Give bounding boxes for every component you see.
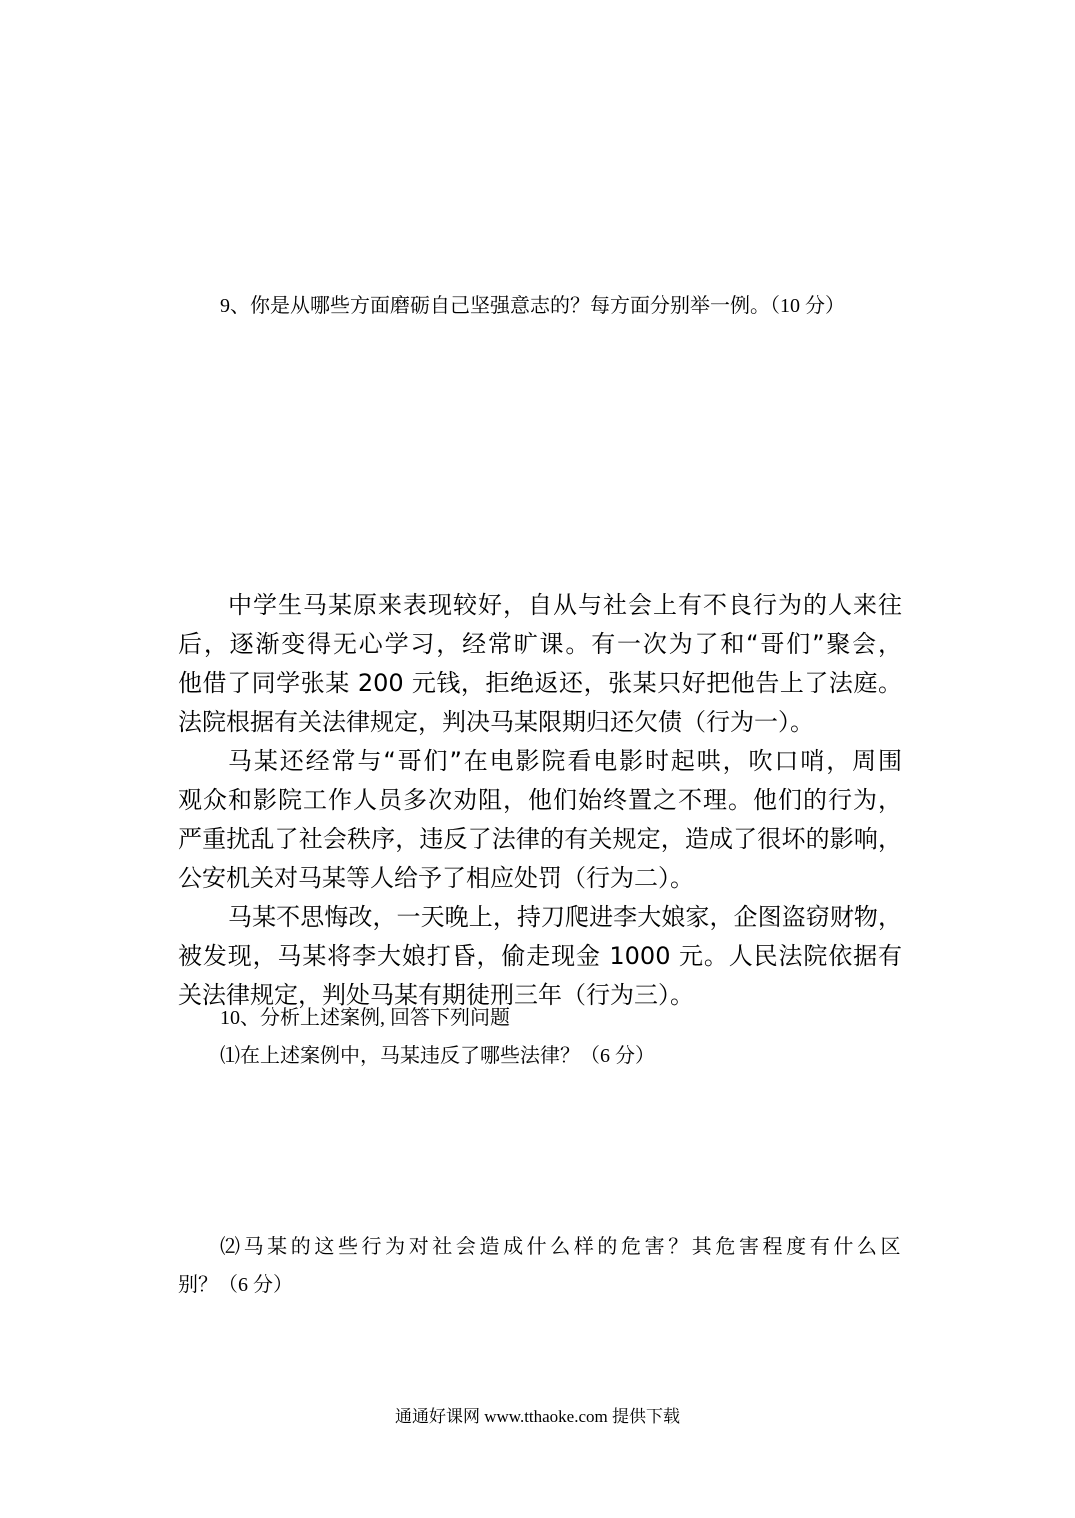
question-9: 9、你是从哪些方面磨砺自己坚强意志的？每方面分别举一例。（10 分） [220, 295, 845, 317]
case-line: 他借了同学张某 200 元钱，拒绝返还，张某只好把他告上了法庭。 [178, 669, 902, 697]
case-line: 中学生马某原来表现较好，自从与社会上有不良行为的人来往 [228, 591, 902, 619]
question-10-stem: 10、分析上述案例, 回答下列问题 [220, 1007, 510, 1029]
case-paragraph-2 [178, 742, 902, 898]
question-10-sub-1: ⑴在上述案例中，马某违反了哪些法律？（6 分） [220, 1045, 655, 1067]
case-paragraph-3 [178, 898, 902, 1015]
case-paragraph-1 [178, 586, 902, 742]
footer-credit: 通通好课网 www.tthaoke.com 提供下载 [394, 1407, 681, 1426]
case-line: 法院根据有关法律规定，判决马某限期归还欠债（行为一）。 [178, 708, 814, 736]
question-10-sub-2 [178, 1228, 902, 1304]
case-passage [178, 586, 902, 1015]
case-line: 后，逐渐变得无心学习，经常旷课。有一次为了和“哥们”聚会， [178, 630, 902, 658]
case-line: 公安机关对马某等人给予了相应处罚（行为二）。 [178, 864, 694, 892]
question-10-sub-2-line-2: 别？（6 分） [178, 1274, 293, 1296]
case-line: 被发现，马某将李大娘打昏，偷走现金 1000 元。人民法院依据有 [178, 942, 902, 970]
question-10-sub-2-line-1: ⑵马某的这些行为对社会造成什么样的危害？其危害程度有什么区 [220, 1236, 902, 1258]
case-line: 观众和影院工作人员多次劝阻，他们始终置之不理。他们的行为， [178, 786, 902, 814]
case-line: 马某不思悔改，一天晚上，持刀爬进李大娘家，企图盗窃财物， [228, 903, 902, 931]
case-line: 关法律规定，判处马某有期徒刑三年（行为三）。 [178, 981, 694, 1009]
case-line: 严重扰乱了社会秩序，违反了法律的有关规定，造成了很坏的影响， [178, 825, 902, 853]
case-line: 马某还经常与“哥们”在电影院看电影时起哄，吹口哨，周围 [228, 747, 902, 775]
